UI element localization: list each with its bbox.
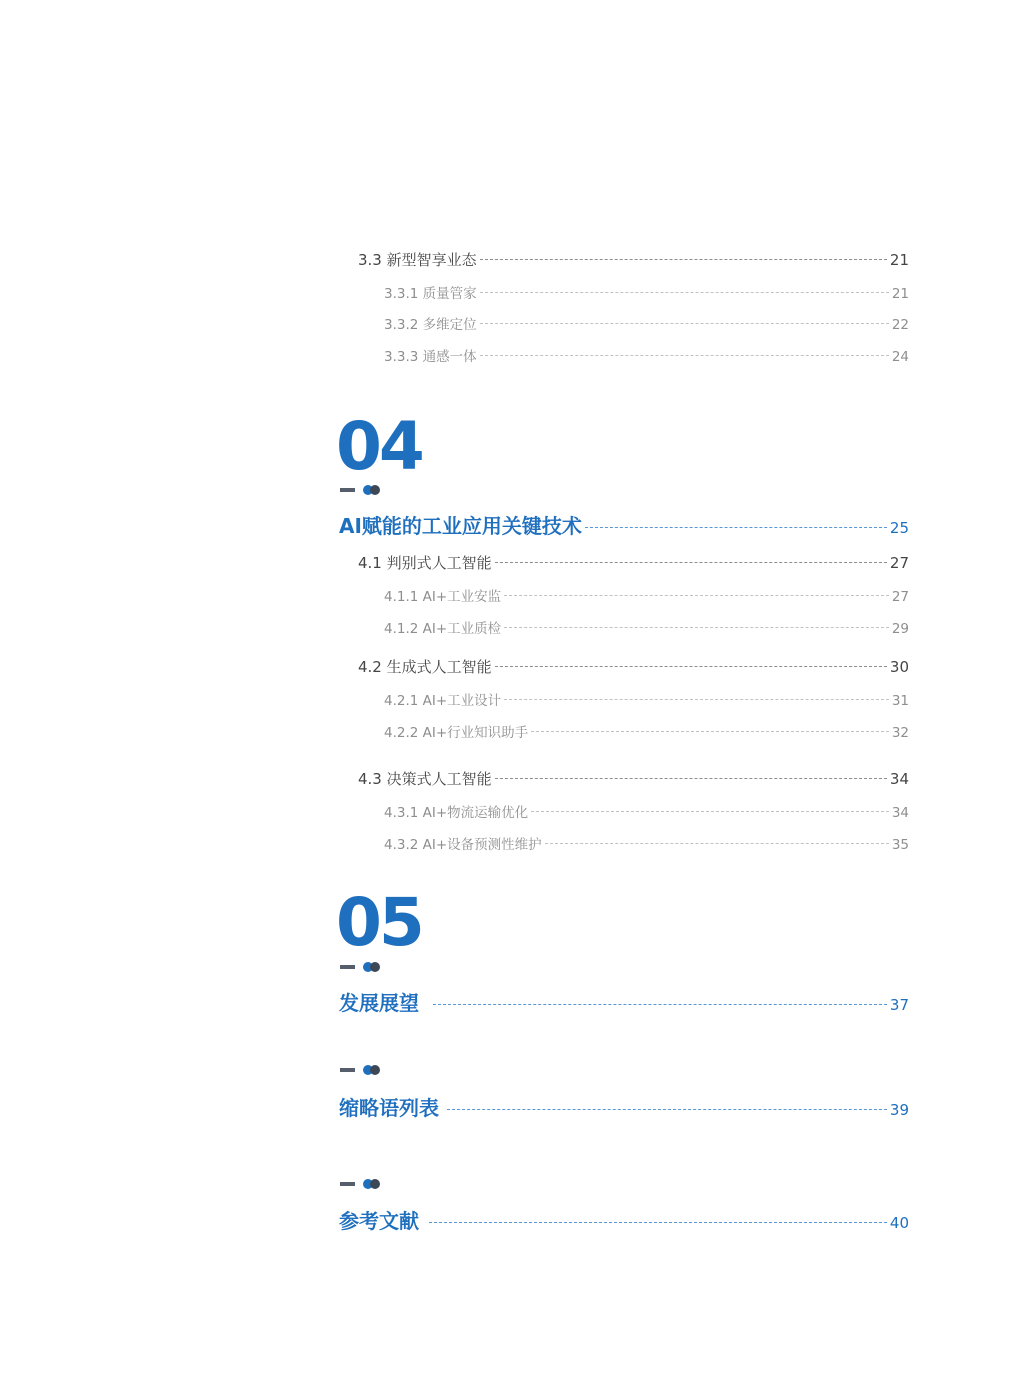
toc-page-number: 40 [889, 1214, 909, 1232]
toc-entry-4-2-1[interactable] [384, 689, 909, 709]
toc-page-number: 25 [889, 519, 909, 537]
toc-label: 4.1.1 AI+工业安监 [384, 589, 502, 605]
toc-entry-4-3[interactable] [358, 768, 909, 789]
toc-label: 4.2.2 AI+行业知识助手 [384, 725, 529, 741]
toc-entry-4-2[interactable] [358, 656, 909, 677]
toc-page-number: 24 [891, 349, 909, 365]
marker-bar [340, 965, 355, 969]
leader-dots [531, 811, 889, 812]
section-marker [340, 1065, 382, 1075]
leader-dots [480, 292, 889, 293]
leader-dots [495, 778, 887, 779]
leader-dots [433, 1004, 887, 1005]
toc-entry-3-3-2[interactable] [384, 313, 909, 333]
toc-entry-4-1-1[interactable] [384, 585, 909, 605]
toc-label: 4.3.2 AI+设备预测性维护 [384, 837, 542, 853]
marker-dot-dark [370, 1179, 380, 1189]
toc-label: 4.3.1 AI+物流运输优化 [384, 805, 529, 821]
marker-bar [340, 1182, 355, 1186]
toc-page-number: 30 [889, 658, 909, 676]
toc-entry-4-2-2[interactable] [384, 721, 909, 741]
toc-page-number: 27 [891, 589, 909, 605]
toc-entry-4-1[interactable] [358, 552, 909, 573]
toc-entry-4-1-2[interactable] [384, 617, 909, 637]
toc-page-number: 34 [891, 805, 909, 821]
leader-dots [531, 731, 889, 732]
toc-entry-4-3-1[interactable] [384, 801, 909, 821]
chapter-number-05: 05 [336, 884, 422, 961]
leader-dots [495, 562, 887, 563]
toc-page-number: 39 [889, 1101, 909, 1119]
marker-bar [340, 1068, 355, 1072]
leader-dots [495, 666, 887, 667]
toc-entry-3-3[interactable] [358, 249, 909, 270]
leader-dots [504, 595, 889, 596]
toc-page-number: 22 [891, 317, 909, 333]
leader-dots [480, 323, 889, 324]
toc-page-number: 35 [891, 837, 909, 853]
toc-label: 3.3 新型智享业态 [358, 251, 477, 269]
marker-dot-dark [370, 962, 380, 972]
toc-entry-3-3-1[interactable] [384, 282, 909, 302]
toc-entry-3-3-3[interactable] [384, 345, 909, 365]
toc-page-number: 34 [889, 770, 909, 788]
toc-page-number: 21 [889, 251, 909, 269]
toc-entry-4-3-2[interactable] [384, 833, 909, 853]
toc-page-number: 32 [891, 725, 909, 741]
toc-page-number: 31 [891, 693, 909, 709]
leader-dots [504, 627, 889, 628]
leader-dots [480, 355, 889, 356]
toc-references[interactable] [339, 1205, 909, 1234]
section-title: 缩略语列表 [339, 1096, 439, 1120]
chapter-title: AI赋能的工业应用关键技术 [339, 514, 582, 538]
toc-page-number: 27 [889, 554, 909, 572]
leader-dots [504, 699, 889, 700]
toc-label: 4.2.1 AI+工业设计 [384, 693, 502, 709]
chapter-title: 发展展望 [339, 991, 419, 1015]
leader-dots [585, 527, 887, 528]
toc-chapter-04[interactable] [339, 510, 909, 539]
leader-dots [429, 1222, 887, 1223]
toc-label: 3.3.2 多维定位 [384, 317, 477, 333]
section-title: 参考文献 [339, 1209, 419, 1233]
section-marker [340, 1179, 382, 1189]
toc-label: 3.3.3 通感一体 [384, 349, 477, 365]
toc-abbreviations[interactable] [339, 1092, 909, 1121]
toc-label: 4.2 生成式人工智能 [358, 658, 492, 676]
marker-dot-dark [370, 1065, 380, 1075]
toc-label: 4.1.2 AI+工业质检 [384, 621, 502, 637]
toc-label: 4.1 判别式人工智能 [358, 554, 492, 572]
marker-bar [340, 488, 355, 492]
toc-chapter-05[interactable] [339, 987, 909, 1016]
chapter-marker [340, 485, 382, 495]
chapter-number-04: 04 [336, 408, 422, 485]
toc-label: 4.3 决策式人工智能 [358, 770, 492, 788]
toc-page-number: 37 [889, 996, 909, 1014]
toc-page-number: 29 [891, 621, 909, 637]
marker-dot-dark [370, 485, 380, 495]
toc-label: 3.3.1 质量管家 [384, 286, 477, 302]
chapter-marker [340, 962, 382, 972]
leader-dots [480, 259, 887, 260]
toc-page-number: 21 [891, 286, 909, 302]
leader-dots [447, 1109, 887, 1110]
leader-dots [545, 843, 889, 844]
